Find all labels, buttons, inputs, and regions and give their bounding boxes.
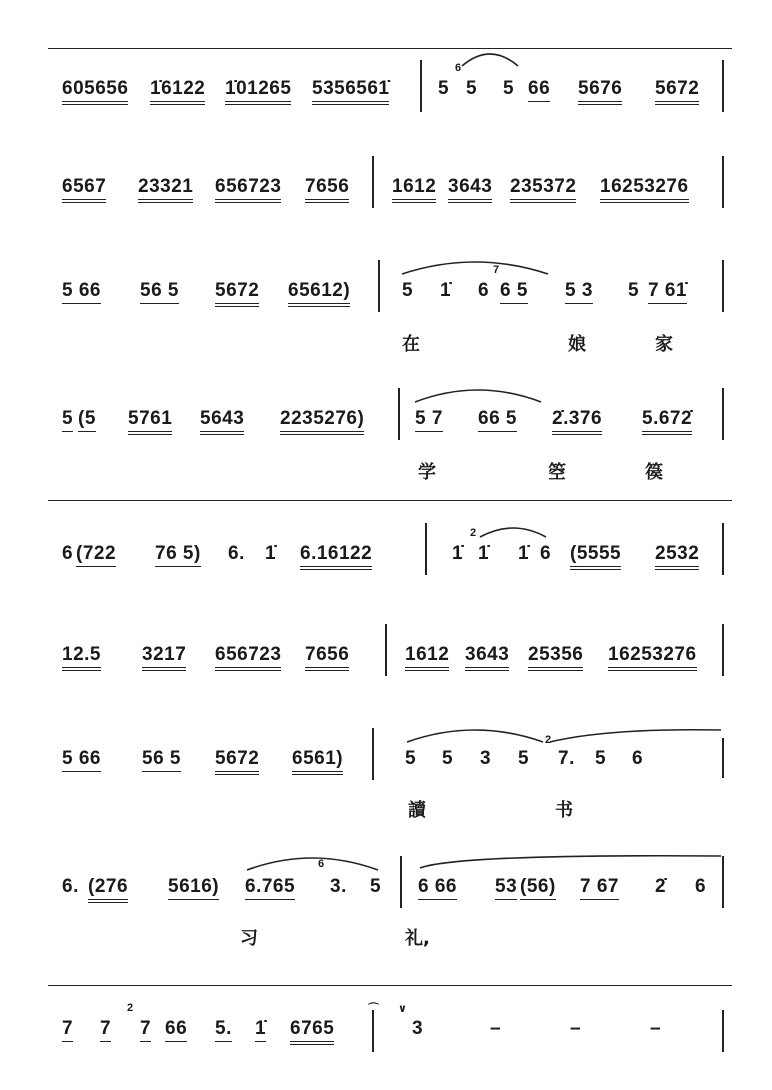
- section-rule: [48, 985, 732, 986]
- note-group: (5555: [570, 543, 621, 570]
- note-group: 66 5: [478, 408, 517, 432]
- note: 7.: [558, 748, 575, 769]
- lyric: 在: [402, 334, 420, 355]
- note-group: (56): [520, 876, 556, 900]
- grace-note: 2: [545, 734, 552, 746]
- lyric: 礼,: [405, 928, 430, 949]
- note-group: 6.16122: [300, 543, 372, 570]
- slur: [405, 724, 545, 744]
- lyric: 讀: [408, 800, 426, 821]
- note: 1̇: [478, 543, 490, 564]
- note-group: 7656: [305, 176, 349, 203]
- note: 5: [438, 78, 450, 99]
- note-group: 6567: [62, 176, 106, 203]
- lyric: 学: [418, 462, 436, 483]
- note: 5: [518, 748, 530, 769]
- note-group: 7 67: [580, 876, 619, 900]
- note-group: 66: [528, 78, 550, 102]
- note: 5: [503, 78, 515, 99]
- note: 1̇: [255, 1018, 266, 1042]
- note-group: 25356: [528, 644, 583, 671]
- note: 7: [62, 1018, 73, 1042]
- barline: [425, 523, 427, 575]
- note: 7: [100, 1018, 111, 1042]
- note-group: 12.5: [62, 644, 101, 671]
- note: 5: [405, 748, 417, 769]
- lyric: 书: [555, 800, 573, 821]
- note: 1̇: [518, 543, 530, 564]
- note-group: 5.: [215, 1018, 232, 1042]
- note: 7: [140, 1018, 151, 1042]
- note-group: 5 3: [565, 280, 593, 304]
- note: 5: [466, 78, 478, 99]
- slur: [548, 728, 723, 744]
- note-group: 656723: [215, 644, 281, 671]
- barline: [400, 856, 402, 908]
- note-group: 2̇.376: [552, 408, 602, 435]
- note: 1̇: [452, 543, 464, 564]
- note: 1̇: [440, 280, 452, 301]
- section-rule: [48, 500, 732, 501]
- dash: –: [570, 1018, 582, 1039]
- note-group: 1612: [405, 644, 449, 671]
- note-group: 23321: [138, 176, 193, 203]
- grace-note: 6: [455, 62, 462, 74]
- barline: [420, 60, 422, 112]
- barline: [722, 738, 724, 778]
- note-group: 5672: [655, 78, 699, 105]
- barline: [722, 523, 724, 575]
- note-group: 56 5: [140, 280, 179, 304]
- note-group: 6 5: [500, 280, 528, 304]
- dash: –: [490, 1018, 502, 1039]
- note: 3: [412, 1018, 424, 1039]
- note-group: 7 61̇: [648, 280, 687, 304]
- note-group: 76 5): [155, 543, 201, 567]
- barline: [722, 388, 724, 440]
- note: 1̇: [265, 543, 277, 564]
- note-group: 1̇01265: [225, 78, 291, 105]
- note-group: 5356561̇: [312, 78, 389, 105]
- note: 6: [478, 280, 490, 301]
- note: 5: [442, 748, 454, 769]
- lyric: 家: [655, 334, 673, 355]
- barline: [378, 260, 380, 312]
- note-group: 5672: [215, 280, 259, 307]
- note-group: 16253276: [608, 644, 697, 671]
- fermata-icon: ⌒: [368, 1003, 379, 1015]
- note-group: 66: [165, 1018, 187, 1042]
- note-group: 5761: [128, 408, 172, 435]
- grace-note: 7: [493, 264, 500, 276]
- note-group: 605656: [62, 78, 128, 105]
- note-group: 56 5: [142, 748, 181, 772]
- note-group: 5 7: [415, 408, 443, 432]
- barline: [372, 728, 374, 780]
- note-group: 6.765: [245, 876, 295, 900]
- note: 5: [402, 280, 414, 301]
- note-group: 5 66: [62, 280, 101, 304]
- note-group: 16253276: [600, 176, 689, 203]
- grace-note: 2: [127, 1002, 134, 1014]
- note-group: (722: [76, 543, 116, 567]
- note: 6: [540, 543, 552, 564]
- note-group: 53: [495, 876, 517, 900]
- lyric: 习: [240, 928, 258, 949]
- note: (5: [78, 408, 96, 432]
- note-group: 656723: [215, 176, 281, 203]
- barline: [722, 260, 724, 312]
- note: 5: [62, 408, 73, 432]
- slur: [413, 384, 543, 404]
- note: 5: [370, 876, 382, 897]
- note-group: 3217: [142, 644, 186, 671]
- barline: [372, 1010, 374, 1052]
- slur: [245, 852, 380, 872]
- lyric: 箜: [548, 462, 566, 483]
- note-group: 1̇6122: [150, 78, 205, 105]
- barline: [722, 60, 724, 112]
- note-group: 2235276): [280, 408, 364, 435]
- slur: [418, 854, 723, 870]
- note-group: 6 66: [418, 876, 457, 900]
- note: 6: [62, 543, 74, 564]
- note-group: 3643: [465, 644, 509, 671]
- note: 6: [632, 748, 644, 769]
- note: 6: [695, 876, 707, 897]
- note-group: 5616): [168, 876, 219, 900]
- lyric: 篌: [645, 462, 663, 483]
- note-group: 7656: [305, 644, 349, 671]
- note-group: 5676: [578, 78, 622, 105]
- grace-note: 6: [318, 858, 325, 870]
- note: 5: [595, 748, 607, 769]
- note: 6.: [62, 876, 79, 897]
- note: 3.: [330, 876, 347, 897]
- slur: [478, 523, 548, 539]
- note-group: 235372: [510, 176, 576, 203]
- barline: [722, 1010, 724, 1052]
- dash: –: [650, 1018, 662, 1039]
- barline: [398, 388, 400, 440]
- barline: [372, 156, 374, 208]
- note-group: 5.672̇: [642, 408, 692, 435]
- barline: [385, 624, 387, 676]
- note-group: 5 66: [62, 748, 101, 772]
- note: 6.: [228, 543, 245, 564]
- note-group: 65612): [288, 280, 350, 307]
- note-group: (276: [88, 876, 128, 903]
- note-group: 6561): [292, 748, 343, 775]
- note-group: 3643: [448, 176, 492, 203]
- note-group: 5643: [200, 408, 244, 435]
- barline: [722, 156, 724, 208]
- slur: [400, 256, 550, 276]
- top-rule: [48, 48, 732, 49]
- note-group: 5672: [215, 748, 259, 775]
- breath-mark-icon: ∨: [398, 1003, 407, 1015]
- note-group: 2532: [655, 543, 699, 570]
- barline: [722, 624, 724, 676]
- note: 3: [480, 748, 492, 769]
- note-group: 1612: [392, 176, 436, 203]
- note: 2̇: [655, 876, 667, 897]
- slur: [460, 48, 520, 68]
- grace-note: 2: [470, 527, 477, 539]
- note-group: 6765: [290, 1018, 334, 1045]
- note: 5: [628, 280, 640, 301]
- lyric: 娘: [568, 334, 586, 355]
